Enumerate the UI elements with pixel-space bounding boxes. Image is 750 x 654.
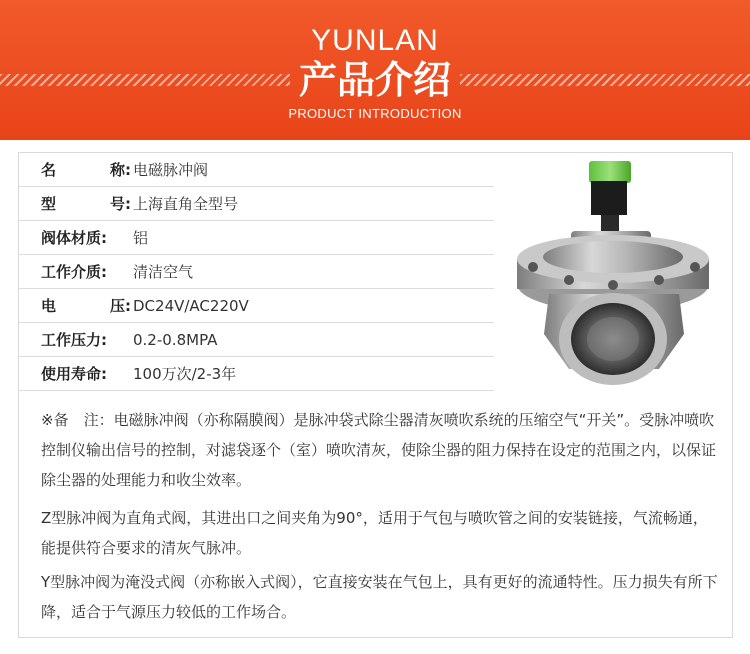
spec-label-part: 号:	[110, 195, 131, 213]
note-text: Z型脉冲阀为直角式阀，其进出口之间夹角为90°，适用于气包与喷吹管之间的安装链接，气流畅通，能提供符合要求的清灰气脉冲。	[41, 509, 708, 557]
spec-label	[41, 153, 131, 187]
spec-label-part: 称:	[110, 161, 131, 179]
note-paragraph-3	[41, 567, 721, 627]
spec-label-part: 压:	[110, 297, 131, 315]
product-info-card	[18, 152, 733, 638]
spec-row-lifespan	[19, 357, 494, 391]
spec-value: 0.2-0.8MPA	[133, 331, 218, 349]
spec-row-pressure	[19, 323, 494, 357]
spec-value: 100万次/2-3年	[133, 365, 237, 383]
spec-label: 使用寿命:	[41, 365, 107, 383]
spec-row-name	[19, 153, 494, 187]
spec-label-part: 电	[41, 297, 57, 315]
spec-row-voltage	[19, 289, 494, 323]
note-text: Y型脉冲阀为淹没式阀（亦称嵌入式阀），它直接安装在气包上，具有更好的流通特性。压力损失有所下降，适合于气源压力较低的工作场合。	[41, 573, 718, 621]
spec-value: 铝	[133, 229, 149, 247]
spec-value: 清洁空气	[133, 263, 194, 281]
spec-label: 工作介质:	[41, 263, 107, 281]
spec-label	[41, 187, 131, 221]
spec-row-medium	[19, 255, 494, 289]
header-banner	[0, 0, 750, 140]
title-row	[0, 58, 750, 102]
spec-label-part: 名	[41, 161, 57, 179]
spec-row-model	[19, 187, 494, 221]
spec-value: 电磁脉冲阀	[133, 161, 209, 179]
spec-label	[41, 289, 131, 323]
spec-label: 阀体材质:	[41, 229, 107, 247]
spec-row-material	[19, 221, 494, 255]
note-paragraph-2	[41, 503, 721, 563]
spec-value: 上海直角全型号	[133, 195, 239, 213]
note-text: ※备 注：电磁脉冲阀（亦称隔膜阀）是脉冲袋式除尘器清灰喷吹系统的压缩空气“开关”。受脉冲喷吹控制仪输出信号的控制，对滤袋逐个（室）喷吹清灰，使除尘器的阻力保持在设定的范围之内，以保证除尘器的处理能力和收尘效率。	[41, 411, 717, 489]
spec-label-part: 型	[41, 195, 57, 213]
pulse-valve-photo	[509, 159, 719, 395]
section-subtitle: PRODUCT INTRODUCTION	[288, 106, 462, 121]
note-paragraph-1	[41, 405, 721, 495]
spec-label: 工作压力:	[41, 331, 107, 349]
section-title: 产品介绍	[298, 58, 451, 102]
spec-value: DC24V/AC220V	[133, 297, 249, 315]
spec-table	[19, 153, 494, 391]
brand-name: YUNLAN	[311, 24, 439, 57]
